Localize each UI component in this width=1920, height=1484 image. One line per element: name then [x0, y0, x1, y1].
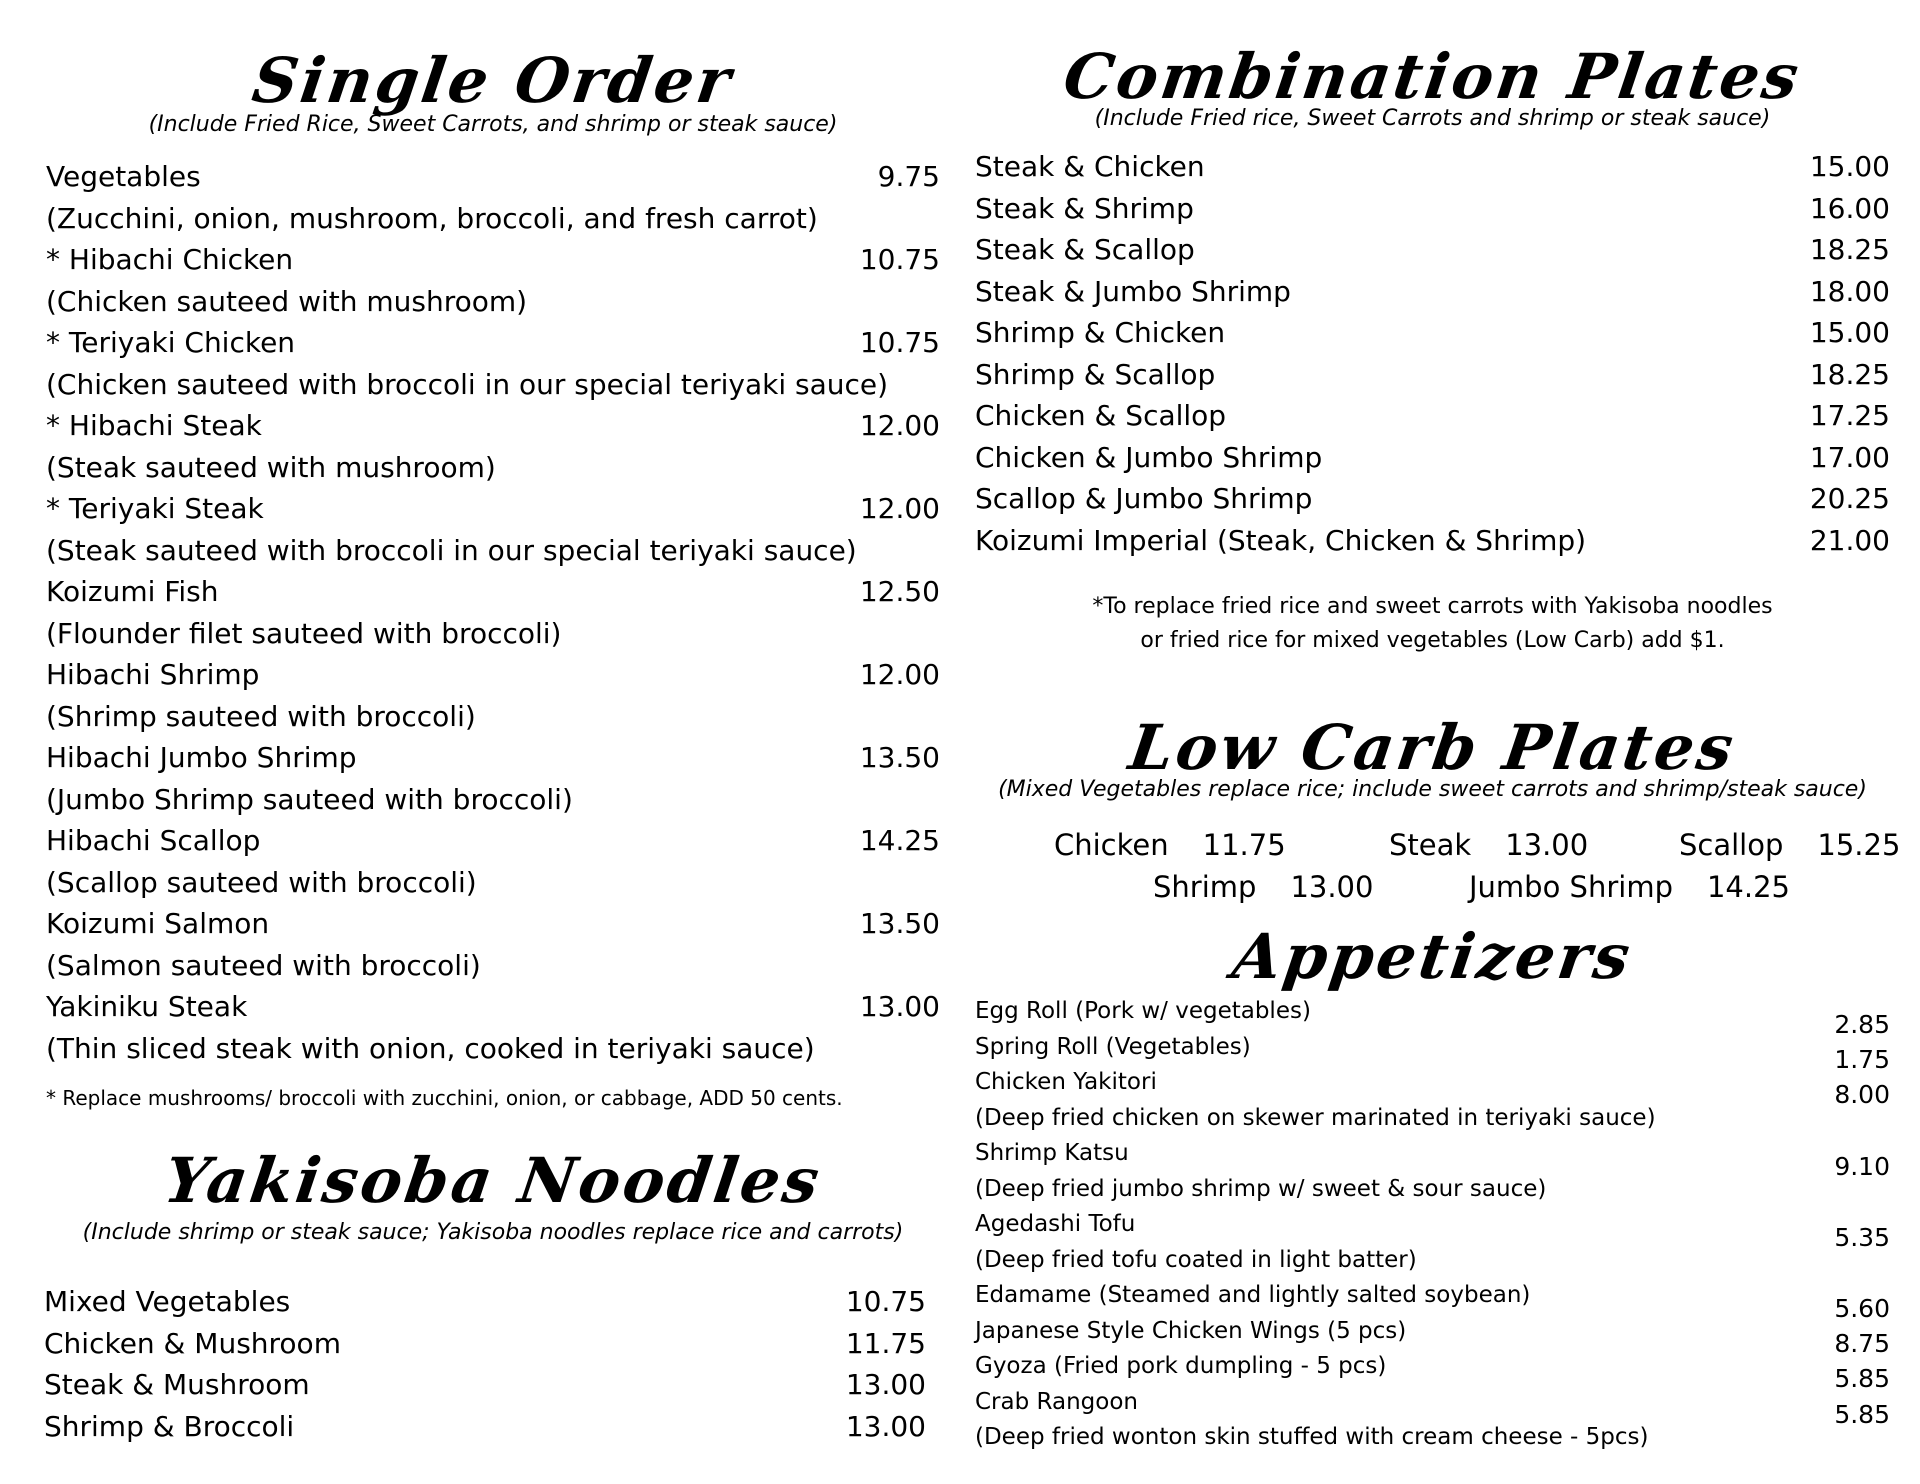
low-carb-price: 15.25: [1817, 828, 1901, 862]
appetizer-item: Crab Rangoon: [975, 1388, 1138, 1415]
item-name: Scallop & Jumbo Shrimp: [975, 482, 1313, 515]
appetizer-item: Agedashi Tofu: [975, 1211, 1136, 1237]
low-carb-price: 14.25: [1706, 870, 1791, 904]
low-carb-name: Scallop: [1679, 828, 1784, 862]
appetizer-price: 1.75: [1834, 1045, 1890, 1074]
item-price: 12.00: [859, 409, 940, 442]
appetizer-price: 5.85: [1834, 1364, 1890, 1393]
item-price: 9.75: [877, 160, 940, 193]
appetizer-description: (Deep fried chicken on skewer marinated in teriyaki sauce): [975, 1104, 1656, 1131]
item-price: 16.00: [1809, 191, 1890, 225]
item-price: 13.00: [859, 990, 940, 1023]
item-name: Hibachi Jumbo Shrimp: [46, 741, 357, 774]
item-name: Chicken & Jumbo Shrimp: [975, 440, 1323, 474]
item-name: Steak & Jumbo Shrimp: [975, 274, 1291, 308]
item-name: (Steak sauteed with mushroom): [46, 450, 496, 484]
appetizer-item: Japanese Style Chicken Wings (5 pcs): [975, 1317, 1407, 1344]
item-price: 18.25: [1809, 233, 1890, 266]
item-name: Koizumi Imperial (Steak, Chicken & Shrimp): [975, 523, 1587, 557]
item-name: Chicken & Scallop: [975, 399, 1227, 432]
item-name: Steak & Shrimp: [975, 191, 1194, 225]
appetizer-price: 5.85: [1834, 1400, 1890, 1429]
item-price: 12.00: [859, 492, 940, 525]
item-price: 21.00: [1809, 523, 1890, 557]
item-name: (Flounder filet sauteed with broccoli): [46, 616, 562, 650]
appetizer-item: Spring Roll (Vegetables): [975, 1033, 1251, 1060]
low-carb-steak: [1389, 828, 1588, 863]
item-name: Chicken & Mushroom: [44, 1326, 341, 1360]
combination-note-1: *To replace fried rice and sweet carrots with Yakisoba noodles: [1092, 594, 1773, 619]
item-name: Koizumi Fish: [46, 575, 219, 608]
low-carb-name: Shrimp: [1153, 870, 1257, 904]
item-price: 15.00: [1809, 150, 1890, 183]
item-price: 12.00: [859, 658, 940, 691]
item-name: (Jumbo Shrimp sauteed with broccoli): [46, 782, 573, 816]
item-name: (Chicken sauteed with mushroom): [46, 284, 528, 318]
item-name: (Steak sauteed with broccoli in our special teriyaki sauce): [46, 533, 857, 567]
appetizer-price: 5.60: [1834, 1294, 1890, 1323]
yakisoba-title: Yakisoba Noodles: [159, 1144, 827, 1217]
appetizer-price: 5.35: [1834, 1223, 1890, 1252]
item-name: (Scallop sauteed with broccoli): [46, 865, 477, 899]
appetizer-item: Shrimp Katsu: [975, 1140, 1129, 1166]
item-name: Yakiniku Steak: [46, 990, 248, 1023]
appetizer-price: 8.75: [1834, 1329, 1890, 1358]
item-name: Hibachi Shrimp: [46, 658, 260, 691]
low-carb-chicken: [1054, 828, 1286, 863]
item-price: 15.00: [1809, 316, 1890, 349]
item-price: 10.75: [845, 1285, 926, 1318]
appetizer-item: Egg Roll (Pork w/ vegetables): [975, 998, 1311, 1024]
item-name: Mixed Vegetables: [44, 1285, 291, 1318]
appetizer-price: 9.10: [1834, 1152, 1890, 1181]
item-price: 18.00: [1809, 274, 1890, 308]
item-price: 13.00: [845, 1368, 926, 1401]
low-carb-price: 11.75: [1202, 828, 1286, 862]
appetizer-item: Edamame (Steamed and lightly salted soybean): [975, 1282, 1531, 1308]
item-price: 20.25: [1809, 482, 1890, 515]
item-name: (Salmon sauteed with broccoli): [46, 948, 481, 982]
item-name: Shrimp & Chicken: [975, 316, 1226, 349]
item-price: 10.75: [859, 326, 940, 359]
item-name: * Hibachi Chicken: [46, 243, 294, 276]
item-name: Vegetables: [46, 160, 201, 193]
item-name: Shrimp & Scallop: [975, 357, 1216, 391]
yakisoba-subtitle: (Include shrimp or steak sauce; Yakisoba noodles replace rice and carrots): [82, 1220, 904, 1245]
appetizers-title: Appetizers: [1228, 920, 1638, 993]
item-name: * Teriyaki Chicken: [46, 326, 296, 359]
low-carb-title: Low Carb Plates: [1124, 711, 1741, 784]
low-carb-subtitle: (Mixed Vegetables replace rice; include sweet carrots and shrimp/steak sauce): [998, 777, 1867, 802]
item-price: 13.00: [845, 1409, 926, 1443]
item-name: * Hibachi Steak: [46, 409, 262, 442]
item-name: Shrimp & Broccoli: [44, 1409, 295, 1443]
item-price: 12.50: [859, 575, 940, 608]
low-carb-name: Steak: [1389, 828, 1472, 862]
combination-title: Combination Plates: [1059, 40, 1806, 113]
item-price: 10.75: [859, 243, 940, 276]
item-name: Hibachi Scallop: [46, 824, 261, 857]
appetizer-price: 8.00: [1834, 1080, 1890, 1109]
low-carb-name: Chicken: [1054, 828, 1169, 862]
single-order-note: * Replace mushrooms/ broccoli with zucchini, onion, or cabbage, ADD 50 cents.: [46, 1086, 843, 1110]
item-price: 13.50: [859, 907, 940, 940]
appetizer-price: 2.85: [1834, 1010, 1890, 1039]
appetizer-item: Gyoza (Fried pork dumpling - 5 pcs): [975, 1353, 1387, 1379]
item-name: (Chicken sauteed with broccoli in our special teriyaki sauce): [46, 367, 889, 401]
item-name: Koizumi Salmon: [46, 907, 270, 940]
item-name: (Shrimp sauteed with broccoli): [46, 699, 476, 733]
item-price: 11.75: [845, 1326, 926, 1360]
item-name: Steak & Scallop: [975, 233, 1195, 266]
item-price: 13.50: [859, 741, 940, 774]
combination-subtitle: (Include Fried rice, Sweet Carrots and shrimp or steak sauce): [1094, 106, 1771, 131]
item-name: (Thin sliced steak with onion, cooked in teriyaki sauce): [46, 1031, 815, 1065]
low-carb-price: 13.00: [1290, 870, 1374, 904]
item-name: Steak & Mushroom: [44, 1368, 310, 1401]
low-carb-jumbo-shrimp: [1469, 870, 1790, 905]
low-carb-name: Jumbo Shrimp: [1469, 870, 1673, 904]
item-name: Steak & Chicken: [975, 150, 1205, 183]
low-carb-shrimp: [1153, 870, 1373, 905]
item-price: 17.25: [1809, 399, 1890, 432]
item-price: 17.00: [1809, 440, 1890, 474]
item-name: (Zucchini, onion, mushroom, broccoli, and fresh carrot): [46, 201, 818, 235]
appetizer-description: (Deep fried tofu coated in light batter): [975, 1246, 1417, 1273]
item-price: 18.25: [1809, 357, 1890, 391]
single-order-subtitle: (Include Fried Rice, Sweet Carrots, and shrimp or steak sauce): [148, 112, 838, 137]
appetizer-item: Chicken Yakitori: [975, 1069, 1157, 1095]
item-price: 14.25: [859, 824, 940, 857]
single-order-title: Single Order: [248, 44, 738, 117]
combination-note-2: or fried rice for mixed vegetables (Low Carb) add $1.: [1140, 628, 1725, 653]
appetizer-description: (Deep fried jumbo shrimp w/ sweet & sour sauce): [975, 1175, 1547, 1202]
item-name: * Teriyaki Steak: [46, 492, 264, 525]
low-carb-price: 13.00: [1505, 828, 1589, 862]
low-carb-scallop: [1679, 828, 1900, 863]
appetizer-description: (Deep fried wonton skin stuffed with cream cheese - 5pcs): [975, 1424, 1649, 1450]
